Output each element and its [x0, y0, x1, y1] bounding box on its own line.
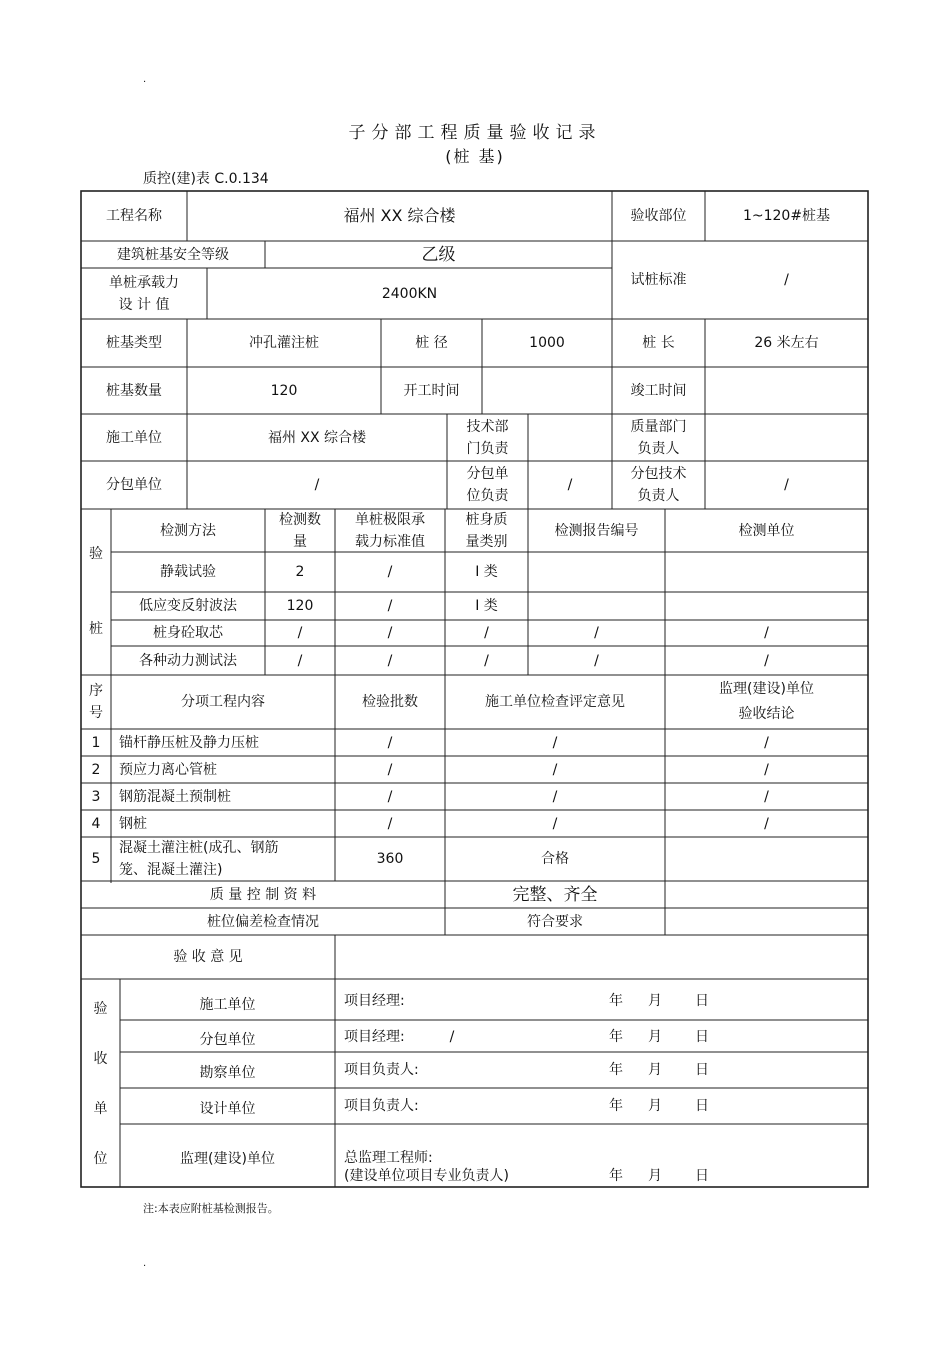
test-row-method: 各种动力测试法	[139, 652, 237, 669]
test-row-class: Ⅰ 类	[475, 564, 498, 580]
project-name-label: 工程名称	[106, 208, 162, 224]
form-title: 子分部工程质量验收记录	[348, 123, 602, 143]
item-opinion: /	[552, 815, 558, 832]
deviation-label: 桩位偏差检查情况	[207, 913, 319, 930]
sub-lead-label	[447, 461, 528, 509]
item-opinion: /	[552, 734, 558, 751]
item-batch: /	[387, 788, 393, 805]
form-number: 质控(建)表 C.0.134	[143, 171, 269, 187]
accept-unit-name: 设计单位	[199, 1101, 256, 1117]
pile-length-label: 桩 长	[642, 335, 675, 351]
pile-diameter-value: 1000	[529, 335, 565, 351]
ultimate-capacity-header-line1: 单桩极限承	[355, 511, 425, 528]
accept-unit-name: 施工单位	[199, 997, 256, 1013]
accept-year: 年	[609, 1098, 623, 1114]
content-header: 分项工程内容	[181, 694, 265, 710]
page-dot-bottom: .	[143, 1258, 147, 1269]
item-no: 4	[91, 815, 101, 832]
seq-header-line2: 号	[89, 705, 103, 721]
pile-test-side-2: 桩	[89, 621, 103, 637]
accept-month: 月	[648, 1062, 662, 1078]
test-row-capacity: /	[387, 564, 393, 580]
accept-unit-name: 分包单位	[199, 1032, 256, 1048]
test-method-header: 检测方法	[160, 522, 216, 539]
accept-month: 月	[648, 1098, 662, 1114]
end-date-label: 竣工时间	[630, 382, 687, 399]
sub-tech-line1: 分包技术	[630, 466, 687, 482]
test-count-header	[265, 509, 335, 552]
deviation-value: 符合要求	[527, 913, 583, 930]
conclusion-header-line1: 监理(建设)单位	[719, 681, 814, 697]
test-row-unit: /	[764, 652, 769, 669]
conclusion-header	[665, 675, 868, 729]
item-name: 钢桩	[119, 815, 147, 832]
test-row-class: /	[484, 652, 489, 669]
sub-lead-line1: 分包单	[466, 466, 509, 482]
tech-lead-label	[447, 414, 528, 461]
accept-unit-name: 勘察单位	[199, 1065, 256, 1081]
sub-tech-line2: 负责人	[637, 488, 680, 504]
accept-month: 月	[648, 1168, 662, 1184]
pile-count-value: 120	[270, 382, 298, 399]
qc-docs-label: 质 量 控 制 资 料	[209, 886, 317, 903]
item-name: 锚杆静压桩及静力压桩	[119, 734, 259, 751]
accept-sign-label: 总监理工程师:	[344, 1150, 433, 1166]
accept-year: 年	[609, 993, 623, 1009]
safety-grade-value: 乙级	[421, 244, 456, 265]
test-row-report: /	[594, 652, 599, 669]
sub-tech-label	[612, 461, 705, 509]
qc-docs-value: 完整、齐全	[512, 884, 598, 905]
pile-type-value: 冲孔灌注桩	[249, 335, 319, 351]
ultimate-capacity-header	[335, 509, 445, 552]
conclusion-header-line2: 验收结论	[738, 706, 795, 722]
test-count-header-line1: 检测数	[279, 511, 321, 528]
qa-lead-line2: 负责人	[637, 440, 680, 457]
item-opinion: /	[552, 788, 558, 805]
bearing-value: 2400KN	[381, 285, 438, 302]
test-count-header-line2: 量	[293, 533, 307, 550]
item-name-multiline	[119, 837, 335, 881]
accept-year: 年	[609, 1062, 623, 1078]
seq-header-line1: 序	[89, 683, 103, 699]
integrity-class-header	[445, 509, 528, 552]
accept-sign-label: 项目负责人:	[344, 1098, 419, 1114]
batch-header: 检验批数	[362, 694, 418, 710]
pile-diameter-label: 桩 径	[415, 335, 448, 351]
item-opinion: /	[552, 761, 558, 778]
test-standard-label: 试桩标准	[630, 272, 687, 288]
test-row-method: 低应变反射波法	[139, 598, 237, 614]
pile-length-value: 26 米左右	[754, 335, 819, 351]
item-conclusion: /	[764, 815, 769, 832]
accept-sign-label: 项目经理:	[344, 993, 405, 1009]
test-row-capacity: /	[387, 625, 393, 641]
tech-lead-line2: 门负责	[466, 440, 509, 457]
test-row-class: Ⅰ 类	[475, 598, 498, 614]
item-batch: /	[387, 734, 393, 751]
bearing-label-line1: 单桩承载力	[109, 274, 179, 291]
item-name-line1: 混凝土灌注桩(成孔、钢筋	[119, 840, 279, 856]
report-no-header: 检测报告编号	[554, 522, 639, 539]
test-row-count: /	[297, 625, 303, 641]
pile-type-label: 桩基类型	[106, 335, 162, 351]
accept-day: 日	[695, 1168, 709, 1184]
accept-day: 日	[695, 1098, 709, 1114]
accept-part-value: 1~120#桩基	[742, 208, 831, 224]
acceptance-opinion-label: 验 收 意 见	[173, 949, 243, 965]
accept-side-1: 验	[93, 1001, 108, 1017]
item-batch: /	[387, 761, 393, 778]
sub-lead-line2: 位负责	[466, 488, 509, 504]
start-date-label: 开工时间	[403, 382, 460, 399]
ultimate-capacity-header-line2: 载力标准值	[355, 533, 425, 550]
item-batch: /	[387, 815, 393, 832]
accept-sign-value: /	[449, 1029, 455, 1045]
integrity-class-header-line1: 桩身质	[465, 511, 508, 528]
accept-side-2: 收	[93, 1051, 108, 1067]
tech-lead-line1: 技术部	[466, 418, 509, 435]
project-name-value: 福州 XX 综合楼	[343, 206, 456, 225]
accept-sign-label: 项目经理:	[344, 1029, 405, 1045]
item-name: 钢筋混凝土预制桩	[119, 788, 231, 805]
test-row-method: 静载试验	[160, 564, 216, 580]
test-standard-value: /	[784, 272, 789, 288]
accept-day: 日	[695, 1062, 709, 1078]
test-row-class: /	[484, 625, 489, 641]
accept-side-3: 单	[93, 1101, 108, 1117]
test-unit-header: 检测单位	[738, 522, 795, 539]
test-row-report: /	[594, 625, 599, 641]
item-no: 1	[91, 734, 101, 751]
accept-year: 年	[609, 1168, 623, 1184]
item-opinion: 合格	[541, 851, 569, 867]
contractor-label: 施工单位	[106, 429, 162, 446]
integrity-class-header-line2: 量类别	[465, 533, 508, 550]
safety-grade-label: 建筑桩基安全等级	[117, 246, 229, 263]
page-dot-top: .	[143, 74, 147, 85]
item-no: 3	[91, 788, 101, 805]
test-row-count: 120	[286, 598, 314, 614]
test-row-count: 2	[295, 564, 305, 580]
sub-tech-value: /	[784, 477, 789, 493]
accept-day: 日	[695, 1029, 709, 1045]
bearing-label	[81, 268, 207, 319]
item-conclusion: /	[764, 734, 769, 751]
sub-lead-value: /	[567, 477, 573, 493]
item-name: 预应力离心管桩	[119, 761, 217, 778]
test-row-method: 桩身砼取芯	[153, 625, 223, 641]
test-row-unit: /	[764, 625, 769, 641]
item-conclusion: /	[764, 788, 769, 805]
accept-side-4: 位	[93, 1151, 108, 1167]
accept-day: 日	[695, 993, 709, 1009]
contractor-value: 福州 XX 综合楼	[267, 429, 367, 446]
qa-lead-label	[612, 414, 705, 461]
subcontractor-value: /	[314, 477, 320, 493]
test-row-capacity: /	[387, 598, 393, 614]
item-no: 5	[91, 851, 101, 867]
accept-part-label: 验收部位	[630, 208, 687, 224]
item-batch: 360	[376, 851, 404, 867]
pile-count-label: 桩基数量	[106, 382, 162, 399]
test-row-count: /	[297, 652, 303, 669]
accept-month: 月	[648, 993, 662, 1009]
accept-unit-name: 监理(建设)单位	[180, 1151, 275, 1167]
accept-year: 年	[609, 1029, 623, 1045]
subcontractor-label: 分包单位	[106, 477, 162, 493]
form-subtitle: (桩 基)	[445, 147, 505, 166]
seq-header	[81, 675, 111, 729]
accept-month: 月	[648, 1029, 662, 1045]
item-name-line2: 笼、混凝土灌注)	[119, 862, 223, 878]
item-no: 2	[91, 761, 101, 778]
footnote: 注:本表应附桩基检测报告。	[143, 1202, 279, 1215]
pile-test-side-1: 验	[89, 546, 103, 562]
test-row-capacity: /	[387, 652, 393, 669]
item-conclusion: /	[764, 761, 769, 778]
bearing-label-line2: 设 计 值	[118, 296, 170, 313]
accept-sign-label-2: (建设单位项目专业负责人)	[344, 1168, 509, 1184]
accept-sign-label: 项目负责人:	[344, 1062, 419, 1078]
opinion-header: 施工单位检查评定意见	[485, 694, 625, 710]
qa-lead-line1: 质量部门	[630, 418, 687, 435]
